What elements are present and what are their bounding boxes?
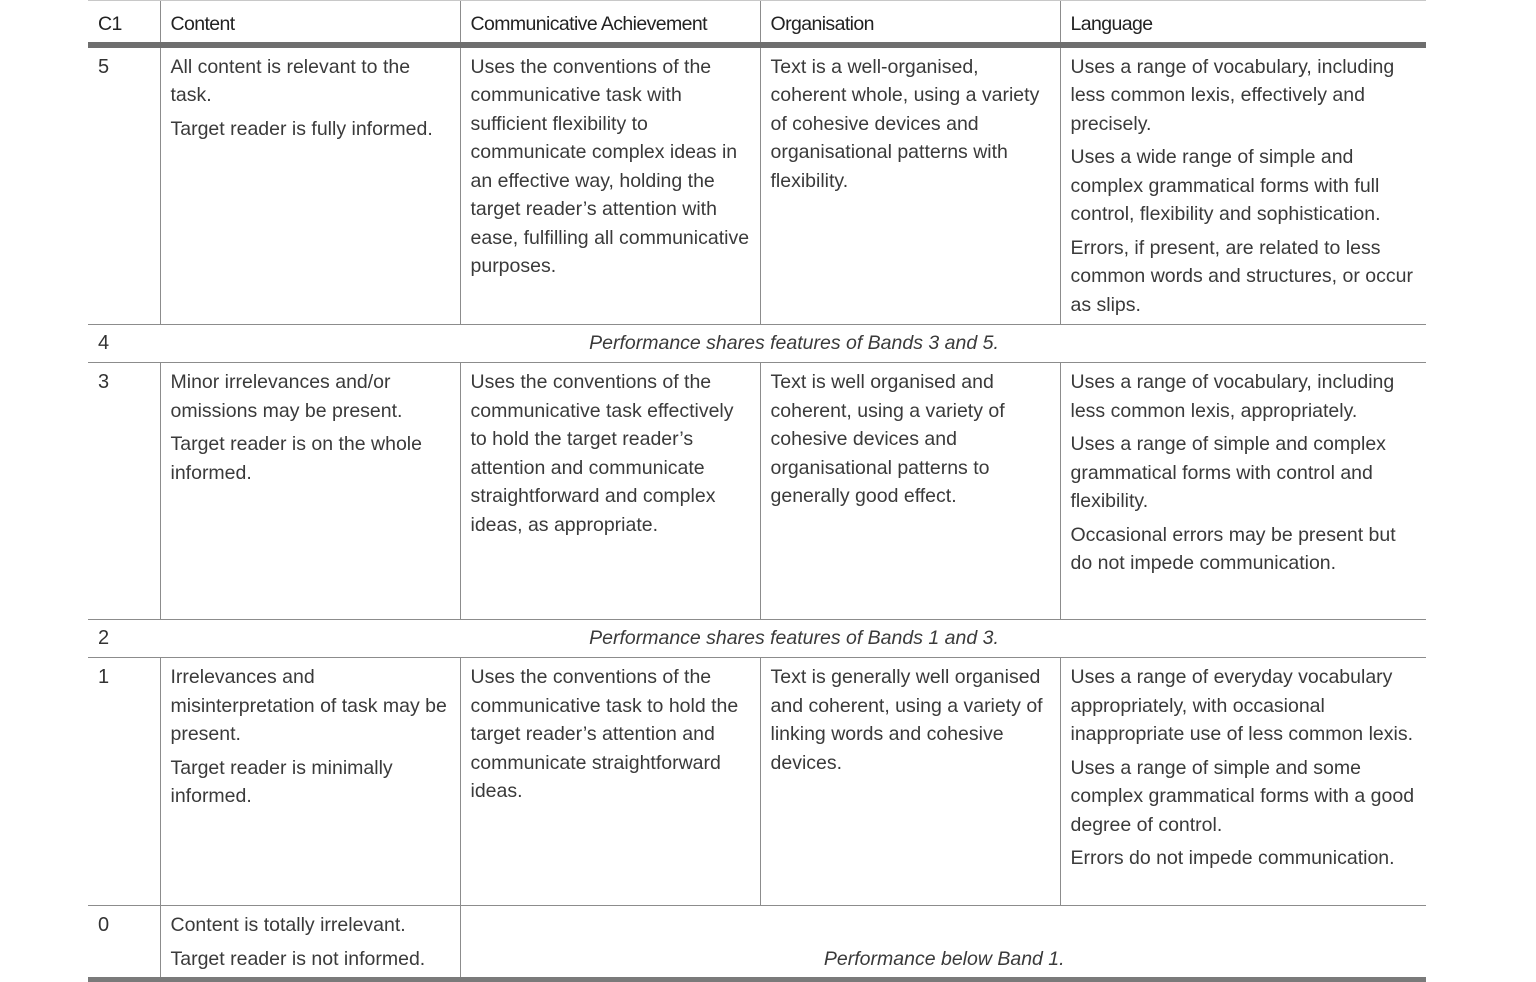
header-row — [88, 1, 1426, 45]
content-cell — [160, 906, 460, 980]
cell-paragraph: Target reader is on the whole informed. — [170, 433, 422, 484]
cell-paragraph: Uses the conventions of the communicative task to hold the target reader’s attention and communicate straightforward ideas. — [470, 666, 739, 802]
cell-paragraph: Uses a range of simple and complex grammatical forms with control and flexibility. — [1070, 433, 1386, 512]
cell-paragraph: Errors do not impede communication. — [1070, 847, 1395, 869]
cell-paragraph: Minor irrelevances and/or omissions may be present. — [170, 371, 403, 422]
cell-paragraph: Occasional errors may be present but do not impede communication. — [1070, 523, 1396, 574]
organisation-cell — [760, 363, 1060, 620]
cell-paragraph: All content is relevant to the task. — [170, 55, 411, 106]
cell-paragraph: Uses a range of vocabulary, including less common lexis, appropriately. — [1070, 371, 1395, 422]
cell-paragraph: Uses a range of simple and some complex grammatical forms with a good degree of control. — [1070, 756, 1415, 836]
communicative-cell — [460, 658, 760, 906]
band-4-row — [88, 325, 1426, 363]
band-number: 1 — [88, 658, 160, 906]
organisation-cell — [760, 658, 1060, 906]
language-cell — [1060, 363, 1426, 620]
cell-paragraph: Text is a well-organised, coherent whole, using a variety of cohesive devices and organisational patterns with flexibility. — [770, 55, 1040, 192]
cell-paragraph: Target reader is not informed. — [170, 947, 426, 970]
band-number: 3 — [88, 363, 160, 620]
level-header: C1 — [88, 1, 160, 45]
organisation-cell — [760, 45, 1060, 325]
content-header: Content — [160, 1, 460, 45]
cell-paragraph: Text is generally well organised and coherent, using a variety of linking words and cohesive devices. — [770, 666, 1043, 774]
assessment-rubric-table — [88, 0, 1426, 982]
cell-paragraph: Uses a range of everyday vocabulary appropriately, with occasional inappropriate use of less common lexis. — [1070, 666, 1413, 745]
content-cell — [160, 45, 460, 325]
communicative-cell — [460, 363, 760, 620]
band-number: 4 — [88, 325, 160, 363]
cell-paragraph: Uses a wide range of simple and complex grammatical forms with full control, flexibility and sophistication. — [1070, 146, 1381, 225]
cell-paragraph: Errors, if present, are related to less common words and structures, or occur as slips. — [1070, 236, 1413, 316]
cell-paragraph: Target reader is minimally informed. — [170, 756, 393, 807]
cell-paragraph: Uses the conventions of the communicative task effectively to hold the target reader’s attention and communicate straightforward and complex ideas, as appropriate. — [470, 371, 734, 536]
language-cell — [1060, 45, 1426, 325]
band-number: 5 — [88, 45, 160, 325]
organisation-header: Organisation — [760, 1, 1060, 45]
band-3-row — [88, 363, 1426, 620]
band-0-row — [88, 906, 1426, 980]
cell-paragraph: Uses a range of vocabulary, including less common lexis, effectively and precisely. — [1070, 55, 1395, 135]
communicative-cell — [460, 45, 760, 325]
band-5-row — [88, 45, 1426, 325]
cell-paragraph: Irrelevances and misinterpretation of task may be present. — [170, 666, 447, 745]
shared-features-note: Performance shares features of Bands 1 and 3. — [160, 620, 1426, 658]
communicative-achievement-header: Communicative Achievement — [460, 1, 760, 45]
band-number: 0 — [88, 906, 160, 980]
language-header: Language — [1060, 1, 1426, 45]
cell-paragraph: Target reader is fully informed. — [170, 117, 433, 140]
cell-paragraph: Content is totally irrelevant. — [170, 914, 406, 936]
content-cell — [160, 658, 460, 906]
shared-features-note: Performance shares features of Bands 3 and 5. — [160, 325, 1426, 363]
below-band-note: Performance below Band 1. — [460, 906, 1426, 980]
band-number: 2 — [88, 620, 160, 658]
language-cell — [1060, 658, 1426, 906]
band-2-row — [88, 620, 1426, 658]
band-1-row — [88, 658, 1426, 906]
cell-paragraph: Uses the conventions of the communicative task with sufficient flexibility to communicate complex ideas in an effective way, holding the target reader’s attention with ease, fulfilling all communicative purposes. — [470, 55, 750, 277]
content-cell — [160, 363, 460, 620]
cell-paragraph: Text is well organised and coherent, using a variety of cohesive devices and organisational patterns to generally good effect. — [770, 371, 1005, 507]
